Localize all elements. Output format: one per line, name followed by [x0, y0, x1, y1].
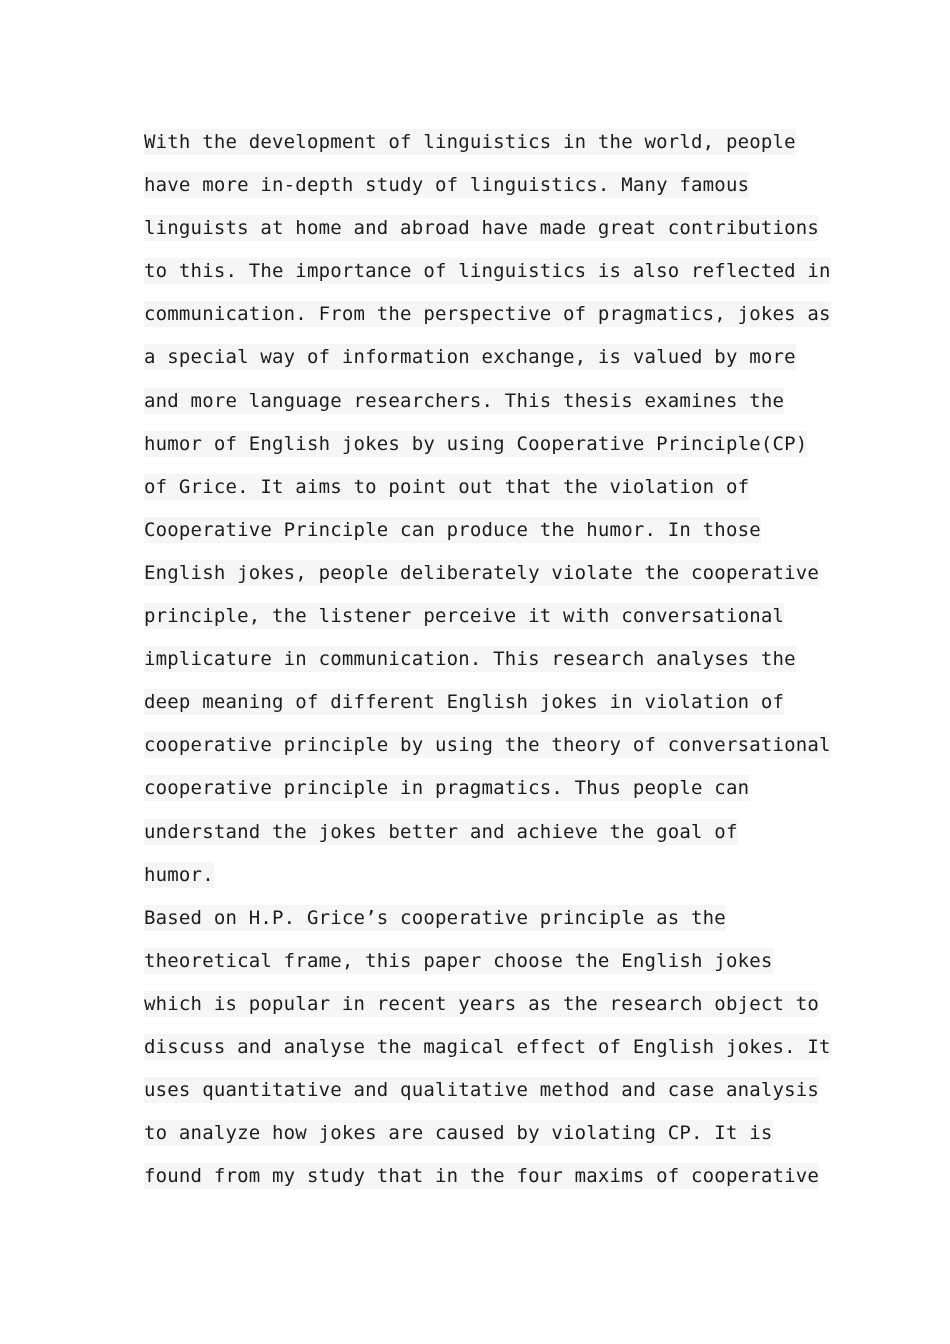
text-line-17: understand the jokes better and achieve the goal of [144, 820, 738, 843]
text-line-7: and more language researchers. This thesis examines the [144, 389, 785, 412]
text-line-25: found from my study that in the four maxims of cooperative [144, 1165, 820, 1188]
text-line-10: Cooperative Principle can produce the humor. In those [144, 518, 761, 541]
text-line-1: With the development of linguistics in the world, people [144, 131, 796, 153]
text-line-9: of Grice. It aims to point out that the violation of [144, 475, 750, 498]
text-line-14: deep meaning of different English jokes in violation of [144, 691, 785, 714]
text-line-6: a special way of information exchange, is valued by more [144, 346, 796, 369]
text-line-15: cooperative principle by using the theory of conversational [144, 734, 831, 757]
text-line-16: cooperative principle in pragmatics. Thus people can [144, 777, 750, 800]
text-line-4: to this. The importance of linguistics is also reflected in [144, 260, 831, 283]
text-line-24: to analyze how jokes are caused by violating CP. It is [144, 1122, 773, 1145]
text-line-20: theoretical frame, this paper choose the English jokes [144, 949, 773, 972]
text-line-23: uses quantitative and qualitative method and case analysis [144, 1079, 820, 1102]
text-line-19: Based on H.P. Grice’s cooperative principle as the [144, 906, 726, 929]
text-line-18: humor. [144, 863, 214, 886]
text-line-11: English jokes, people deliberately violate the cooperative [144, 561, 820, 584]
text-line-21: which is popular in recent years as the research object to [144, 992, 820, 1015]
text-line-3: linguists at home and abroad have made great contributions [144, 217, 820, 240]
text-line-22: discuss and analyse the magical effect of English jokes. It [144, 1035, 831, 1058]
text-line-8: humor of English jokes by using Cooperative Principle(CP) [144, 432, 808, 455]
body-text [144, 121, 844, 1198]
text-line-12: principle, the listener perceive it with conversational [144, 605, 785, 628]
text-line-13: implicature in communication. This research analyses the [144, 648, 796, 671]
text-line-2: have more in-depth study of linguistics. Many famous [144, 174, 750, 197]
text-line-5: communication. From the perspective of pragmatics, jokes as [144, 303, 831, 326]
